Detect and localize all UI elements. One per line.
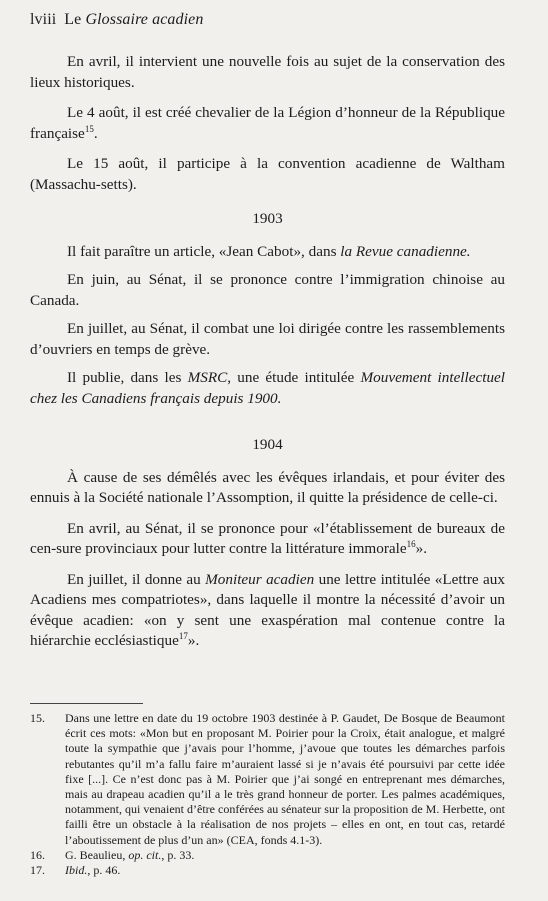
footnote-15 <box>30 711 505 848</box>
paragraph <box>30 319 505 360</box>
year-heading-1903: 1903 <box>252 210 283 227</box>
paragraph-text: ». <box>415 540 427 557</box>
paragraph-text: En juillet, au Sénat, il combat une loi dirigée contre les rassemblements d’ouvriers en temps de grève. <box>30 320 505 358</box>
paragraph-text: ». <box>187 632 200 649</box>
footnote-ref[interactable]: 16 <box>406 539 416 549</box>
page-number: lviii <box>30 11 57 28</box>
footnote-text <box>65 863 505 878</box>
paragraph <box>30 270 505 311</box>
paragraph-text: Le 15 août, il participe à la convention acadienne de Waltham (Massachu-setts). <box>30 155 505 193</box>
running-head <box>30 11 203 29</box>
paragraph-text: À cause de ses démêlés avec les évêques irlandais, et pour éviter des ennuis à la Société nationale l’Assomption, il quitte la présidence de celle-ci. <box>30 468 505 506</box>
study-title: Mouvement intellectuel chez les Canadiens français depuis 1900. <box>30 369 506 407</box>
footnote-number: 16. <box>30 847 45 862</box>
footnote-page: , p. 46. <box>87 863 121 878</box>
footnote-ref[interactable]: 15 <box>84 123 94 134</box>
paragraph-text: Le 4 août, il est créé chevalier de la Légion d’honneur de la République française <box>30 104 505 142</box>
paragraph <box>30 570 505 652</box>
footnote-16 <box>30 848 505 863</box>
paragraph <box>30 154 505 195</box>
footnote-author: G. Beaulieu, <box>65 847 129 862</box>
paragraph-text: , une étude intitulée <box>227 369 361 386</box>
journal-title: la Revue canadienne. <box>340 242 471 260</box>
paragraph: Le 4 août, il est créé chevalier de la Légion d’honneur de la République française$^{15}$. <box>30 104 505 142</box>
footnote-page: , p. 33. <box>161 847 195 862</box>
paragraph-text: En juillet, il donne au <box>67 570 206 588</box>
paragraph <box>30 468 505 509</box>
footnote-citation: Ibid. <box>65 863 88 878</box>
footnotes <box>30 711 505 878</box>
footnote-text: Dans une lettre en date du 19 octobre 1903 destinée à P. Gaudet, De Bosque de Beaumont écrit ces mots: «Mon but en proposant M. Poirier pour la Croix, était analogue, et malgré toute la sympathie que j’avais pour l’homme, j’avoue que toutes les démarches parfois rebutantes qu’il m’a fallu faire m’auraient lassé si je n’avais été poursuivi par cette idée fixe [...]. Ce n’est donc pas à M. Poirier que j’ai songé en entreprenant mes démarches, mais au drapeau acadien qu’il a le très grand honneur de porter. Les palmes académiques, notamment, qui venaient d’être conférées au sénateur sur la proposition de M. Herbette, ont failli être un obstacle à la réalisation de nos projets – elles en ont, en tout cas, retardé l’aboutissement de plus d’un an» (CEA, fonds 4.1-3). <box>65 711 505 847</box>
newspaper-title: Moniteur acadien <box>205 570 315 588</box>
footnote-number: 17. <box>30 863 45 878</box>
paragraph-text: En juin, au Sénat, il se prononce contre l’immigration chinoise au Canada. <box>30 271 505 309</box>
paragraph <box>30 242 505 263</box>
running-title-prefix: Le <box>64 11 86 28</box>
paragraph-text: En avril, il intervient une nouvelle fois au sujet de la conservation des lieux historiques. <box>30 53 505 91</box>
paragraph <box>30 368 505 409</box>
body-text <box>30 52 505 662</box>
paragraph-text: En avril, au Sénat, il se prononce pour «l’établissement de bureaux de cen-sure provinciaux pour lutter contre la littérature immorale <box>30 519 505 557</box>
paragraph-text: Il fait paraître un article, «Jean Cabot», dans <box>67 242 341 260</box>
footnote-number: 15. <box>30 711 45 725</box>
paragraph-text: une lettre intitulée «Lettre aux Acadiens mes compatriotes», dans laquelle il montre la nécessité d’avoir un évêque acadien: «on y sent une exaspération mal contenue contre la hiérarchie ecclésiastique <box>30 570 505 649</box>
footnote-17 <box>30 863 505 878</box>
footnote-divider <box>30 703 143 704</box>
paragraph <box>30 52 505 93</box>
footnote-citation: op. cit. <box>128 847 162 862</box>
publication-title: MSRC <box>187 369 228 386</box>
footnote-text <box>65 848 505 863</box>
running-title: Glossaire acadien <box>85 11 204 28</box>
paragraph-text: Il publie, dans les <box>67 369 188 386</box>
year-heading-1904: 1904 <box>252 436 283 453</box>
paragraph <box>30 519 505 560</box>
footnote-ref[interactable]: 17 <box>178 631 188 641</box>
